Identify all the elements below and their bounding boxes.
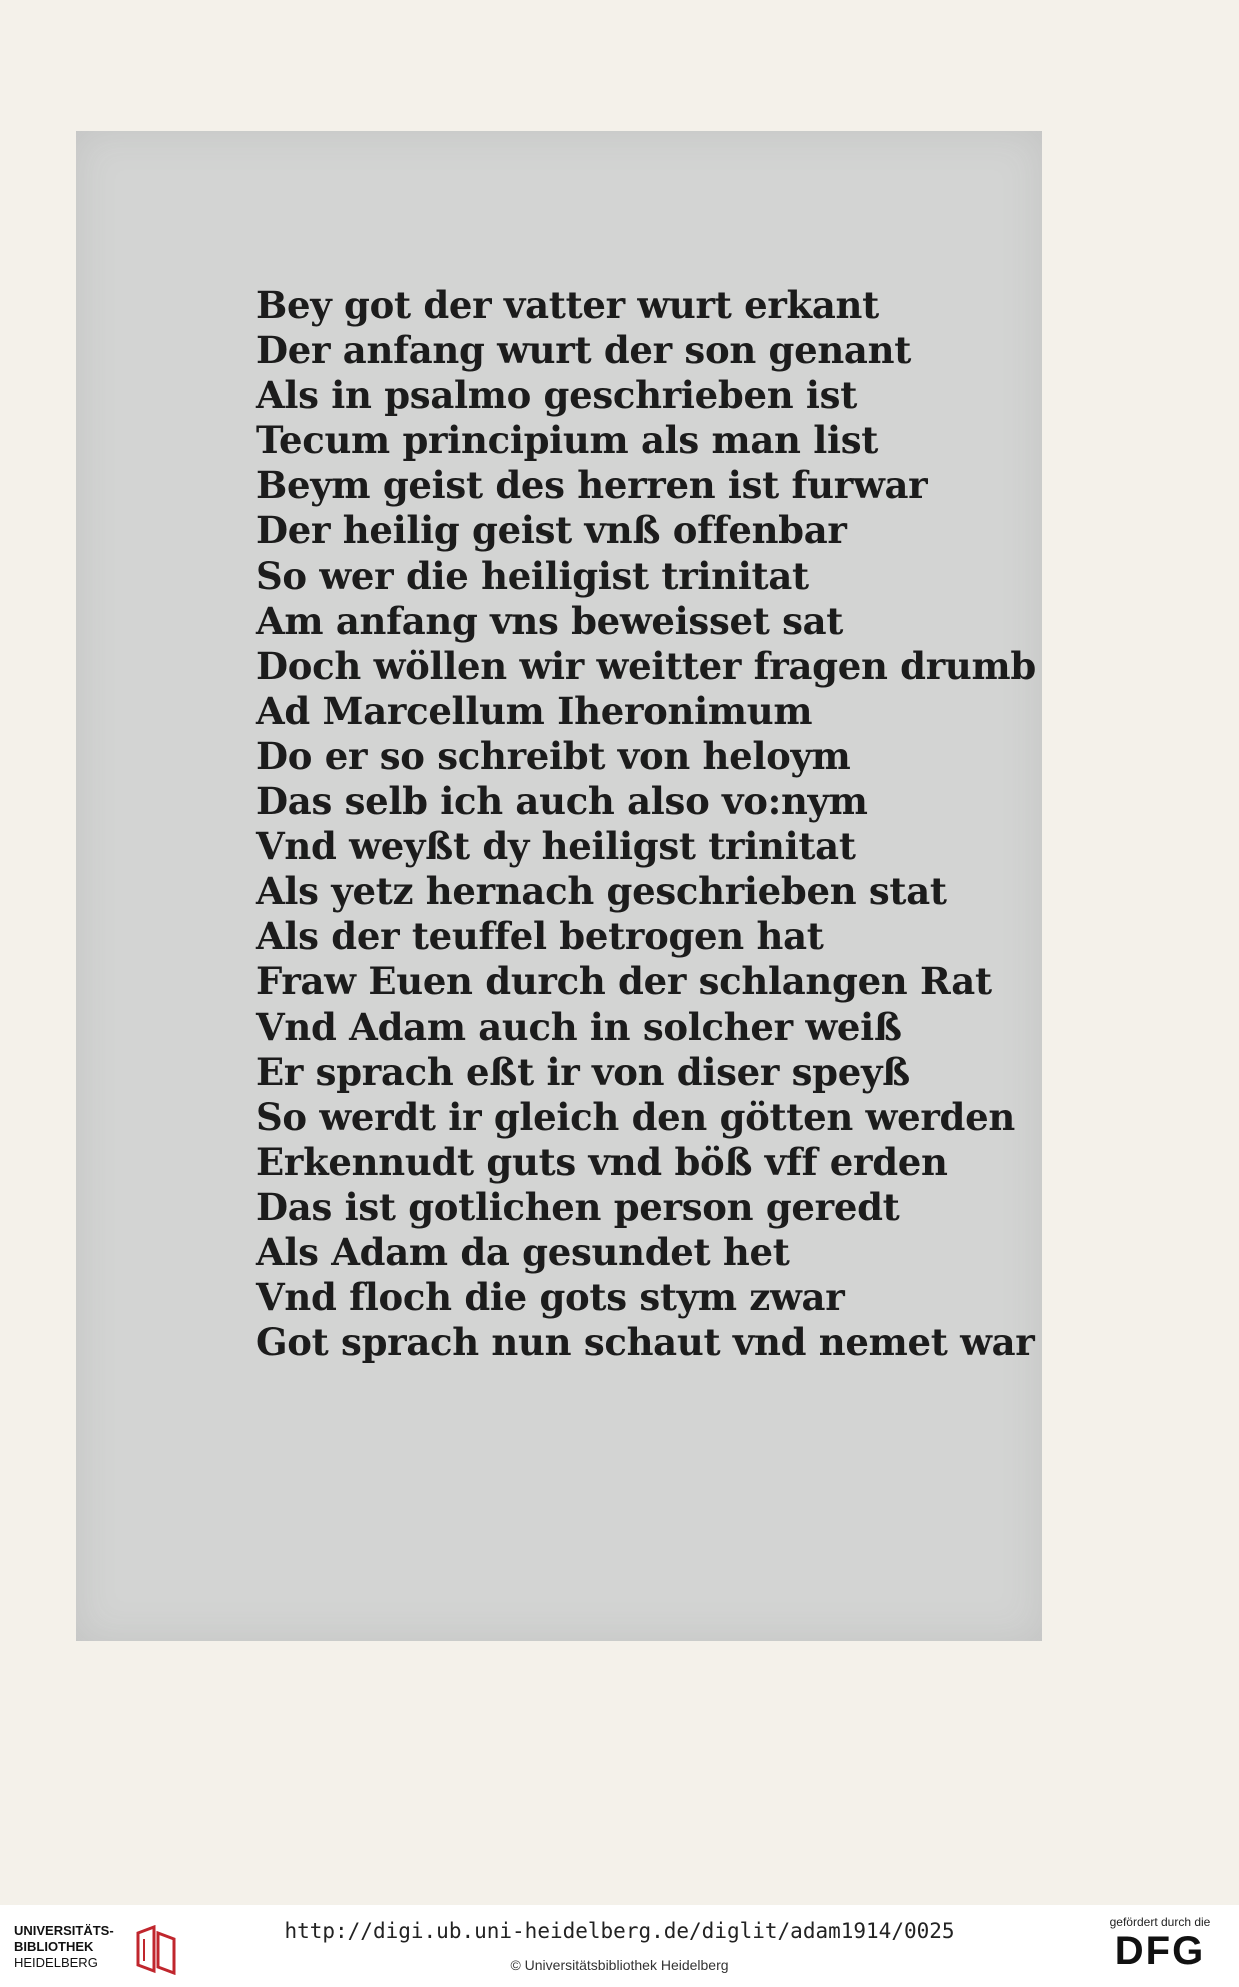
- funder-logo[interactable]: [1095, 1915, 1225, 1973]
- verse-block: [256, 283, 1036, 1365]
- footer-bar: [0, 1905, 1239, 1987]
- verse-line: Do er so schreibt von heloym: [256, 733, 851, 778]
- verse-line: Als yetz hernach geschrieben stat: [256, 869, 947, 914]
- verse-line: Doch wöllen wir weitter fragen drumb: [256, 643, 1036, 688]
- verse-line: Vnd floch die gots stym zwar: [256, 1275, 845, 1320]
- library-name-line1: UNIVERSITÄTS-: [14, 1923, 114, 1938]
- funder-caption: gefördert durch die: [1109, 1915, 1211, 1929]
- verse-line: Ad Marcellum Iheronimum: [256, 688, 813, 733]
- verse-line: Bey got der vatter wurt erkant: [256, 283, 879, 327]
- verse-line: Got sprach nun schaut vnd nemet war: [256, 1320, 1035, 1365]
- copyright-notice: © Universitätsbibliothek Heidelberg: [510, 1957, 729, 1973]
- verse-line: Das ist gotlichen person geredt: [256, 1184, 900, 1229]
- verse-line: Tecum principium als man list: [256, 418, 879, 463]
- dfg-logo: DFG: [1114, 1929, 1206, 1973]
- library-name-line2: BIBLIOTHEK: [14, 1939, 94, 1954]
- verse-line: Der heilig geist vnß offenbar: [256, 508, 847, 553]
- verse-line: Als der teuffel betrogen hat: [256, 914, 824, 959]
- verse-line: Am anfang vns beweisset sat: [256, 598, 844, 643]
- verse-line: Fraw Euen durch der schlangen Rat: [256, 959, 992, 1004]
- verse-line: Das selb ich auch also vo:nym: [256, 779, 868, 824]
- verse-line: Beym geist des herren ist furwar: [256, 463, 928, 508]
- verse-line: So wer die heiligist trinitat: [256, 553, 809, 598]
- verse-line: Als Adam da gesundet het: [256, 1229, 790, 1274]
- verse-line: Als in psalmo geschrieben ist: [256, 373, 857, 418]
- verse-line: Vnd weyßt dy heiligst trinitat: [256, 824, 856, 869]
- permalink-url[interactable]: http://digi.ub.uni-heidelberg.de/diglit/adam1914/0025: [284, 1919, 955, 1943]
- verse-line: Er sprach eßt ir von diser speyß: [256, 1049, 910, 1094]
- verse-line: Vnd Adam auch in solcher weiß: [256, 1004, 902, 1049]
- verse-line: Der anfang wurt der son genant: [256, 328, 911, 373]
- verse-line: Erkennudt guts vnd böß vff erden: [256, 1139, 948, 1184]
- library-name-line3: HEIDELBERG: [14, 1955, 98, 1970]
- verse-line: So werdt ir gleich den götten werden: [256, 1094, 1015, 1139]
